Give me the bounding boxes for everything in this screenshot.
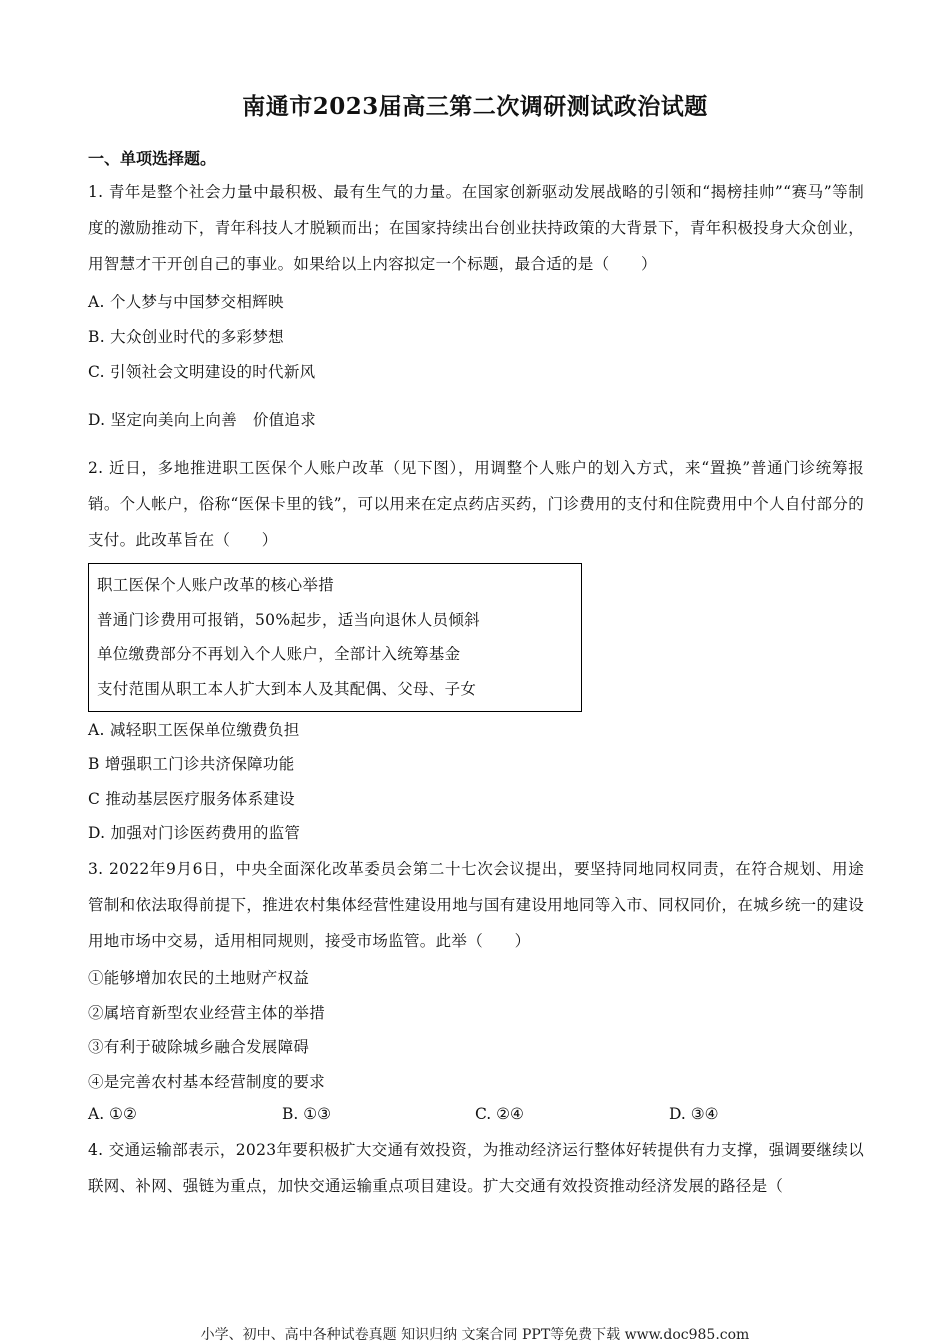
question-2-option-a: A. 减轻职工医保单位缴费负担 bbox=[88, 721, 300, 739]
page-footer: 小学、初中、高中各种试卷真题 知识归纳 文案合同 PPT等免费下载 www.doc985.com bbox=[200, 1327, 750, 1343]
box-measure: 支付范围从职工本人扩大到本人及其配偶、父母、子女 bbox=[97, 680, 477, 698]
page-title: 南通市2023届高三第二次调研测试政治试题 bbox=[242, 93, 708, 120]
question-2-option-b: B 增强职工门诊共济保障功能 bbox=[88, 755, 295, 773]
question-3-option-d: D. ③④ bbox=[669, 1105, 719, 1123]
question-1-option-d: D. 坚定向美向上向善 价值追求 bbox=[88, 411, 317, 429]
question-3-item: ③有利于破除城乡融合发展障碍 bbox=[88, 1038, 310, 1056]
reform-measures-box bbox=[88, 563, 582, 712]
box-heading: 职工医保个人账户改革的核心举措 bbox=[97, 576, 335, 594]
question-3-stem: 3. 2022年9月6日，中央全面深化改革委员会第二十七次会议提出，要坚持同地同权同责，在符合规划、用途管制和依法取得前提下，推进农村集体经营性建设用地与国有建设用地同等入市、同权同价，在城乡统一的建设用地市场中交易，适用相同规则，接受市场监管。此举（ ） bbox=[88, 860, 864, 950]
question-3-item: ④是完善农村基本经营制度的要求 bbox=[88, 1073, 326, 1091]
question-2-stem: 2. 近日，多地推进职工医保个人账户改革（见下图），用调整个人账户的划入方式，来“置换”普通门诊统筹报销。个人帐户，俗称“医保卡里的钱”，可以用来在定点药店买药，门诊费用的支付和住院费用中个人自付部分的支付。此改革旨在（ ） bbox=[88, 459, 864, 549]
question-1-option-b: B. 大众创业时代的多彩梦想 bbox=[88, 328, 284, 346]
question-3-option-b: B. ①③ bbox=[282, 1105, 332, 1123]
section-heading: 一、单项选择题。 bbox=[88, 149, 217, 168]
question-4-stem: 4. 交通运输部表示，2023年要积极扩大交通有效投资，为推动经济运行整体好转提供有力支撑，强调要继续以联网、补网、强链为重点，加快交通运输重点项目建设。扩大交通有效投资推动经济发展的路径是（ bbox=[88, 1141, 864, 1195]
box-measure: 普通门诊费用可报销，50%起步，适当向退休人员倾斜 bbox=[97, 611, 480, 629]
question-2-option-d: D. 加强对门诊医药费用的监管 bbox=[88, 824, 301, 842]
question-3-option-c: C. ②④ bbox=[475, 1105, 524, 1123]
question-3-item: ①能够增加农民的土地财产权益 bbox=[88, 969, 310, 987]
box-measure: 单位缴费部分不再划入个人账户，全部计入统筹基金 bbox=[97, 645, 461, 663]
question-1-option-c: C. 引领社会文明建设的时代新风 bbox=[88, 363, 316, 381]
question-2-option-c: C 推动基层医疗服务体系建设 bbox=[88, 790, 295, 808]
question-3-item: ②属培育新型农业经营主体的举措 bbox=[88, 1004, 326, 1022]
question-1-option-a: A. 个人梦与中国梦交相辉映 bbox=[88, 293, 284, 311]
question-1-stem: 1. 青年是整个社会力量中最积极、最有生气的力量。在国家创新驱动发展战略的引领和“揭榜挂帅”“赛马”等制度的激励推动下，青年科技人才脱颖而出；在国家持续出台创业扶持政策的大背景下，青年积极投身大众创业，用智慧才干开创自己的事业。如果给以上内容拟定一个标题，最合适的是（ ） bbox=[88, 183, 864, 273]
question-3-options bbox=[88, 1105, 868, 1127]
question-3-option-a: A. ①② bbox=[88, 1105, 137, 1123]
